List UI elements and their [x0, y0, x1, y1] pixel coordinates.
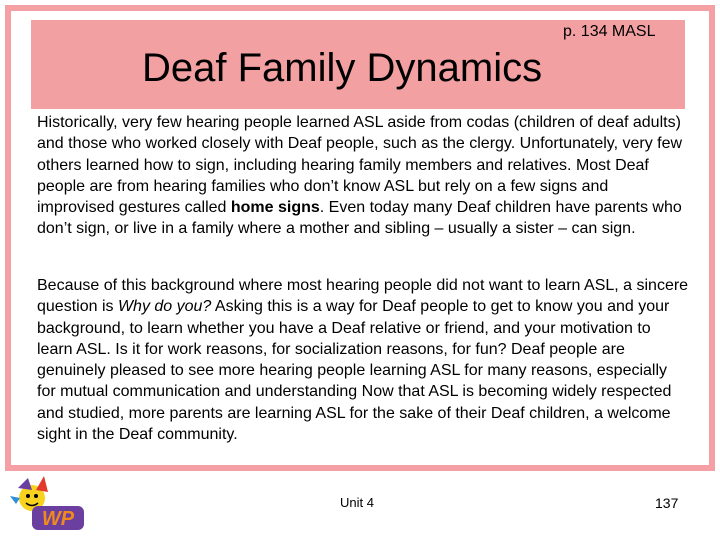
paragraph-history [37, 112, 689, 240]
jester-wp-logo-icon [10, 476, 90, 534]
paragraph-background-text-2: Asking this is a way for Deaf people to get to know you and your background, to learn whether you have a Deaf relative or friend, and your motivation to learn ASL. Is it for work reasons, for socialization reasons, for fun? Deaf people are genuinely pleased to see more hearing people learning ASL for many reasons, especially for mutual communication and understanding Now that ASL is becoming widely respected and studied, more parents are learning ASL for the sake of their Deaf children, a welcome sight in the Deaf community. [37, 298, 672, 444]
footer-unit: Unit 4 [340, 495, 374, 510]
footer-page-number: 137 [655, 495, 679, 511]
paragraph-background [37, 275, 689, 445]
paragraph-history-text-1: Historically, very few hearing people learned ASL aside from codas (children of deaf adults) and those who worked closely with Deaf people, such as the clergy. Unfortunately, very few others learned how to sign, including hearing family members and relatives. Most Deaf people are from hearing families who don’t know ASL but rely on a few signs and improvised gestures called [37, 114, 683, 217]
paragraph-background-text-1: Because of this background where most hearing people did not want to learn ASL, a sincere question is [37, 277, 689, 316]
why-do-you-question: Why do you? [117, 298, 212, 316]
paragraph-history-text-2: . Even today many Deaf children have parents who don’t sign, or live in a family where a mother and sibling – usually a sister – can sign. [37, 199, 682, 238]
home-signs-term: home signs [230, 199, 320, 217]
page-reference: p. 134 MASL [563, 23, 656, 40]
logo-text: WP [41, 508, 75, 530]
slide-title: Deaf Family Dynamics [142, 46, 543, 90]
